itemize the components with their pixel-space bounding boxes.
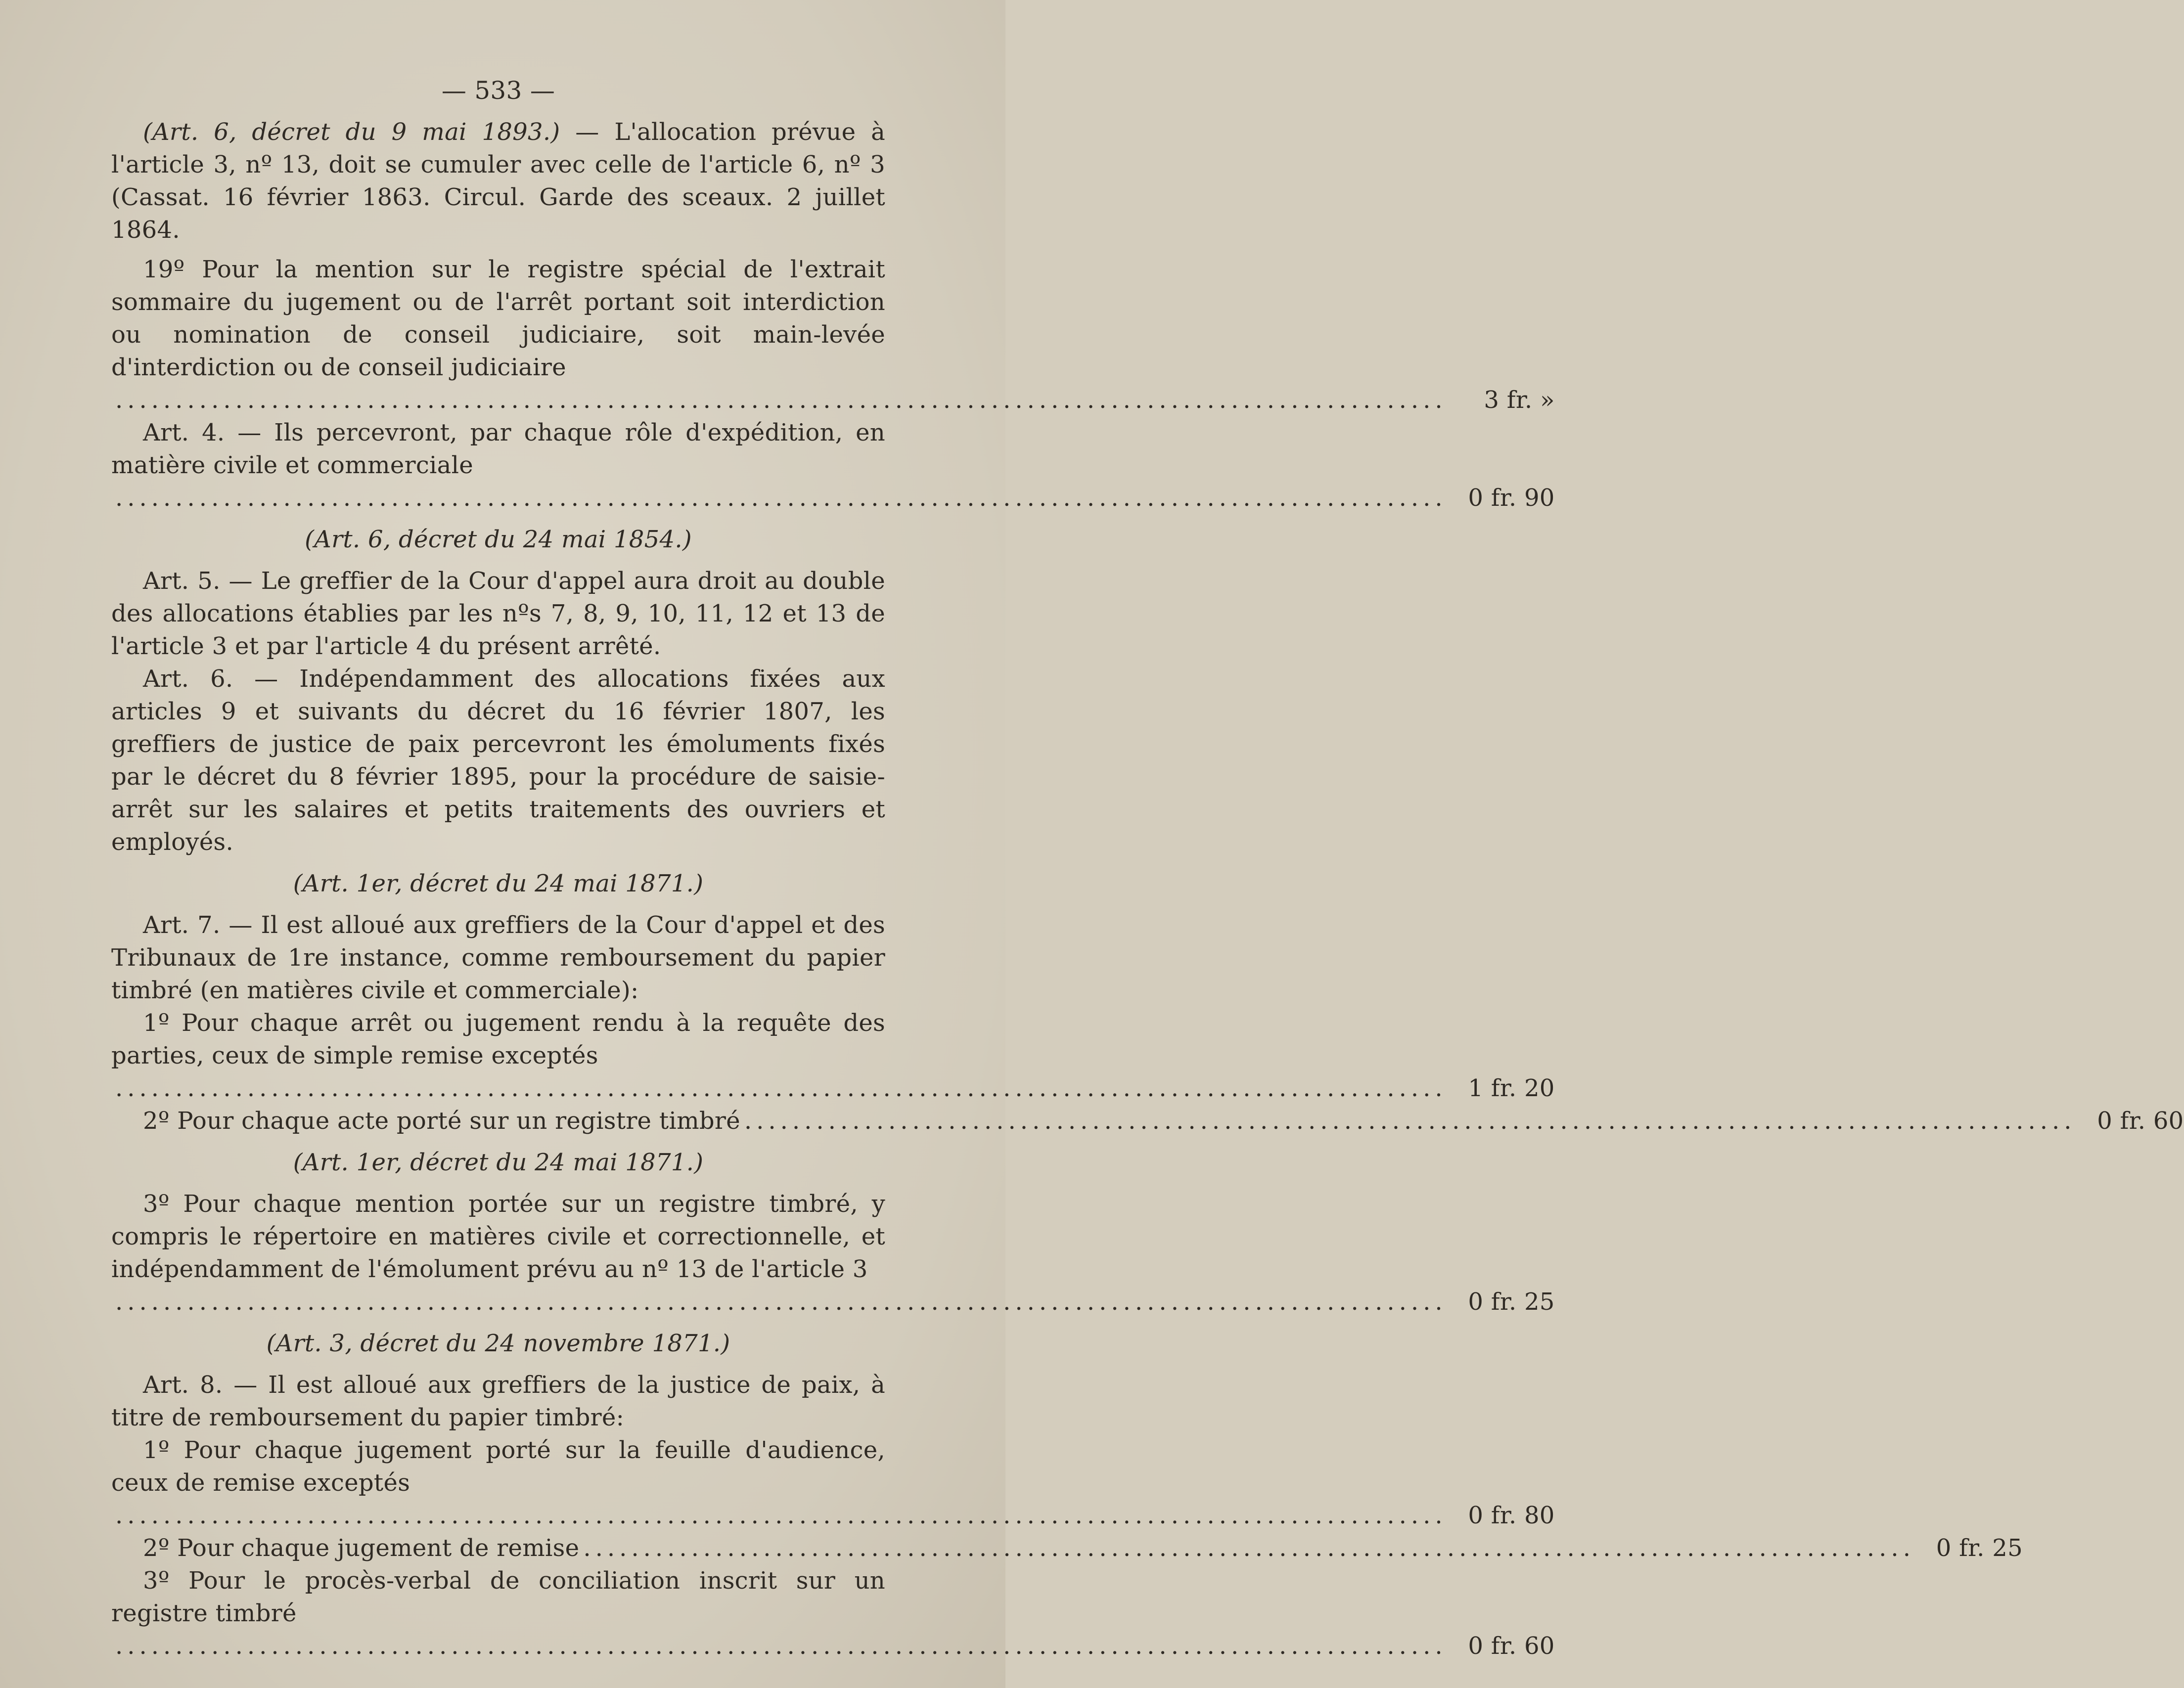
paragraph-text: 19º Pour la mention sur le registre spécial de l'extrait sommaire du jugement ou de l'arrêt portant soit interdiction ou nomination de conseil judiciaire, soit main-levée d'interdiction ou de conseil judiciaire xyxy=(111,256,885,381)
dot-leader: ............................................................................................................... xyxy=(115,1502,1447,1529)
fee-label: 2º Pour chaque jugement de remise xyxy=(143,1534,580,1562)
fee-amount: 0 fr. 25 xyxy=(1936,1534,2023,1562)
paragraph-item-19 xyxy=(111,253,885,384)
dot-leader: ............................................................................................................... xyxy=(744,1107,2076,1135)
fee-amount: 3 fr. » xyxy=(1484,386,1555,414)
paragraph-art7-item-3 xyxy=(111,1188,885,1286)
paragraph-art7: Art. 7. — Il est alloué aux greffiers de la Cour d'appel et des Tribunaux de 1re instance, comme remboursement du papier timbré (en matières civile et commerciale): xyxy=(111,911,885,1004)
fee-line xyxy=(111,1630,1555,1662)
fee-line xyxy=(111,1072,1555,1105)
paragraph-art4 xyxy=(111,416,885,482)
fee-line xyxy=(111,1499,1555,1532)
citation-inline: (Art. 6, décret du 9 mai 1893.) xyxy=(143,118,560,146)
page-content xyxy=(111,74,2184,1662)
paragraph-art8: Art. 8. — Il est alloué aux greffiers de la justice de paix, à titre de remboursement du papier timbré: xyxy=(111,1371,885,1431)
paragraph-art8-item-1 xyxy=(111,1434,885,1499)
dot-leader: ............................................................................................................... xyxy=(115,1074,1447,1102)
citation-centered: (Art. 6, décret du 24 mai 1854.) xyxy=(305,526,692,553)
paragraph-text: 3º Pour chaque mention portée sur un registre timbré, y compris le répertoire en matières civile et correctionnelle, et indépendamment de l'émolument prévu au nº 13 de l'article 3 xyxy=(111,1190,885,1283)
fee-amount: 0 fr. 60 xyxy=(1468,1632,1555,1660)
dot-leader: ............................................................................................................... xyxy=(115,386,1447,414)
citation-centered: (Art. 1er, décret du 24 mai 1871.) xyxy=(293,870,704,897)
fee-line xyxy=(111,482,1555,514)
fee-line xyxy=(111,1532,2023,1564)
citation-centered: (Art. 3, décret du 24 novembre 1871.) xyxy=(266,1330,730,1357)
dot-leader: ............................................................................................................... xyxy=(115,1288,1447,1316)
dot-leader: ............................................................................................................... xyxy=(583,1534,1915,1562)
dot-leader: ............................................................................................................... xyxy=(115,484,1447,512)
paragraph-text: 1º Pour chaque jugement porté sur la feuille d'audience, ceux de remise exceptés xyxy=(111,1436,885,1497)
fee-amount: 1 fr. 20 xyxy=(1468,1074,1555,1102)
paragraph-art6-note xyxy=(111,116,885,246)
paragraph-art5: Art. 5. — Le greffier de la Cour d'appel aura droit au double des allocations établies par les nºs 7, 8, 9, 10, 11, 12 et 13 de l'article 3 et par l'article 4 du présent arrêté. xyxy=(111,567,885,660)
fee-label: 2º Pour chaque acte porté sur un registre timbré xyxy=(143,1107,740,1135)
fee-line xyxy=(111,384,1555,416)
fee-amount: 0 fr. 25 xyxy=(1468,1288,1555,1316)
fee-line xyxy=(111,1105,2184,1137)
fee-amount: 0 fr. 90 xyxy=(1468,484,1555,512)
paragraph-text: 3º Pour le procès-verbal de conciliation inscrit sur un registre timbré xyxy=(111,1567,885,1627)
fee-line xyxy=(111,1286,1555,1318)
paragraph-art8-item-3 xyxy=(111,1564,885,1630)
paragraph-text: — L'allocation prévue à l'article 3, nº 13, doit se cumuler avec celle de l'article 6, nº 3 (Cassat. 16 février 1863. Circul. Garde des sceaux. 2 juillet 1864. xyxy=(111,118,885,244)
dot-leader: ............................................................................................................... xyxy=(115,1632,1447,1660)
citation-centered: (Art. 1er, décret du 24 mai 1871.) xyxy=(293,1149,704,1176)
paragraph-art7-item-1 xyxy=(111,1007,885,1072)
paragraph-text: Art. 4. — Ils percevront, par chaque rôle d'expédition, en matière civile et commerciale xyxy=(111,419,885,479)
fee-amount: 0 fr. 80 xyxy=(1468,1502,1555,1529)
page-number: — 533 — xyxy=(441,76,555,105)
paragraph-text: 1º Pour chaque arrêt ou jugement rendu à la requête des parties, ceux de simple remise exceptés xyxy=(111,1009,885,1069)
paragraph-art6: Art. 6. — Indépendamment des allocations fixées aux articles 9 et suivants du décret du 16 février 1807, les greffiers de justice de paix percevront les émoluments fixés par le décret du 8 février 1895, pour la procédure de saisie-arrêt sur les salaires et petits traitements des ouvriers et employés. xyxy=(111,665,885,856)
fee-amount: 0 fr. 60 xyxy=(2097,1107,2184,1135)
